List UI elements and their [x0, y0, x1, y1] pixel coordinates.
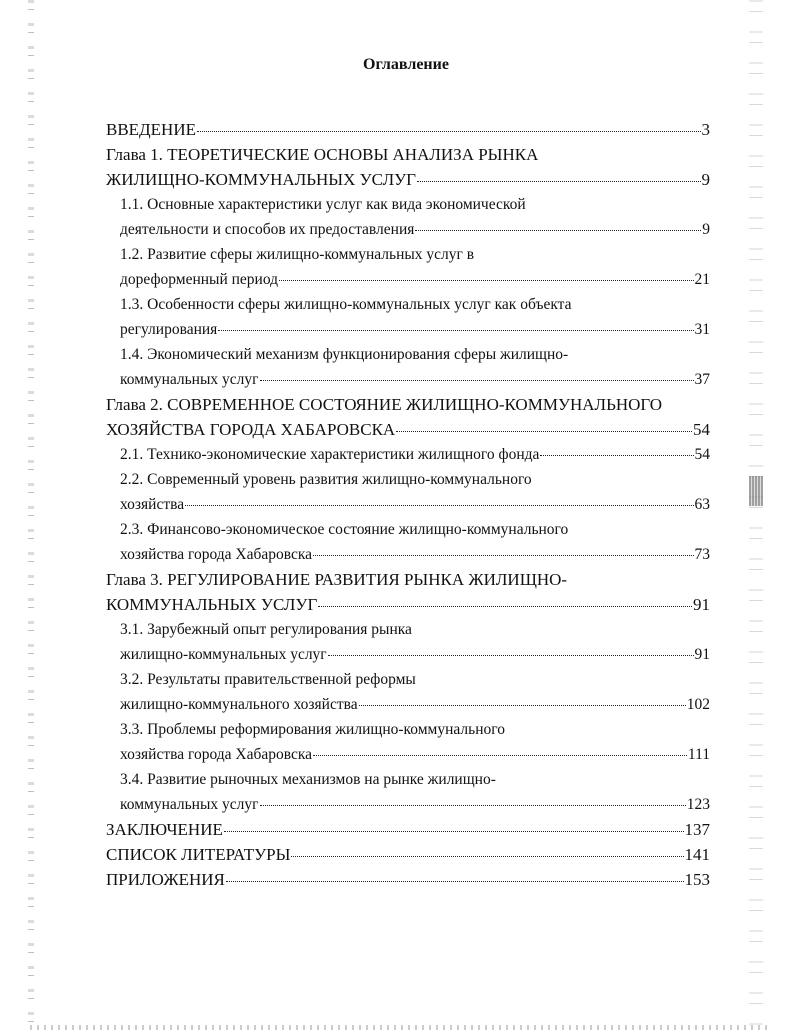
toc-entry-text: ХОЗЯЙСТВА ГОРОДА ХАБАРОВСКА: [106, 420, 396, 439]
toc-entry-text: 2.3. Финансово-экономическое состояние жилищно-коммунального: [120, 521, 569, 538]
toc-entry: [106, 392, 710, 442]
toc-entry-row: [120, 692, 710, 717]
dot-leader: [396, 431, 692, 432]
toc-entry-text: 1.1. Основные характеристики услуг как вида экономической: [120, 196, 526, 213]
dot-leader: [417, 181, 701, 182]
toc-entry-text: Глава 3. РЕГУЛИРОВАНИЕ РАЗВИТИЯ РЫНКА ЖИЛИЩНО-: [106, 570, 568, 589]
toc-entry-text: ЖИЛИЩНО-КОММУНАЛЬНЫХ УСЛУГ: [106, 170, 416, 189]
toc-entry-text: СПИСОК ЛИТЕРАТУРЫ: [106, 845, 291, 864]
toc-page-number: 54: [693, 420, 710, 439]
toc-entry-text: Глава 2. СОВРЕМЕННОЕ СОСТОЯНИЕ ЖИЛИЩНО-КОММУНАЛЬНОГО: [106, 395, 663, 414]
toc-entry: [106, 767, 710, 817]
toc-entry-text: жилищно-коммунального хозяйства: [120, 696, 358, 713]
toc-entry-text: деятельности и способов их предоставления: [120, 221, 415, 238]
toc-page-number: 153: [684, 870, 710, 889]
toc-entry-row: [120, 367, 710, 392]
toc-entry: [106, 867, 710, 892]
dot-leader: [197, 131, 701, 132]
dot-leader: [224, 831, 684, 832]
toc-entry-row: [120, 542, 710, 567]
toc-entry: [106, 717, 710, 767]
toc-entry: [106, 667, 710, 717]
dot-leader: [260, 380, 694, 381]
toc-entry: [106, 817, 710, 842]
toc-entry-row: [106, 117, 710, 142]
toc-page-number: 91: [694, 646, 710, 663]
toc-page-number: 31: [694, 321, 710, 338]
toc-entry: [106, 192, 710, 242]
toc-page-number: 63: [694, 496, 710, 513]
toc-entry-row: [120, 792, 710, 817]
toc-entry-row: [120, 492, 710, 517]
toc-entry-row: [120, 642, 710, 667]
toc-page-number: 9: [702, 221, 710, 238]
toc-entry: [106, 242, 710, 292]
toc-entry-text: коммунальных услуг: [120, 371, 259, 388]
toc-entry-text: коммунальных услуг: [120, 796, 259, 813]
dot-leader: [291, 856, 683, 857]
dot-leader: [313, 755, 687, 756]
toc-entry-text: 1.4. Экономический механизм функционирования сферы жилищно-: [120, 346, 569, 363]
toc-entry: [106, 842, 710, 867]
toc-entry-text: хозяйства: [120, 496, 185, 513]
toc-entry-row: [106, 842, 710, 867]
scan-edge-left: [28, 0, 34, 1034]
toc-entry-text: Глава 1. ТЕОРЕТИЧЕСКИЕ ОСНОВЫ АНАЛИЗА РЫНКА: [106, 145, 539, 164]
scan-blot: [749, 476, 763, 506]
dot-leader: [328, 655, 694, 656]
dot-leader: [185, 505, 693, 506]
toc-entry-text: ВВЕДЕНИЕ: [106, 120, 196, 139]
toc-entry: [106, 342, 710, 392]
toc-entry-row: [120, 442, 710, 467]
toc-page-number: 3: [701, 120, 710, 139]
page-title: Оглавление: [363, 56, 449, 73]
toc-entry-text: 3.3. Проблемы реформирования жилищно-коммунального: [120, 721, 505, 738]
toc-entry-row: [106, 417, 710, 442]
toc-entry-text: дореформенный период: [120, 271, 279, 288]
dot-leader: [415, 230, 701, 231]
toc-entry-text: 3.2. Результаты правительственной реформы: [120, 671, 416, 688]
toc-entry: [106, 117, 710, 142]
toc-entry-text: ПРИЛОЖЕНИЯ: [106, 870, 225, 889]
dot-leader: [313, 555, 693, 556]
toc-page-number: 123: [686, 796, 710, 813]
toc-entry-row: [106, 817, 710, 842]
toc-entry-row: [120, 217, 710, 242]
scan-bottom-edge: [30, 1025, 770, 1030]
toc-page-number: 111: [687, 746, 710, 763]
toc-page-number: 37: [694, 371, 710, 388]
toc-entry-text: 3.1. Зарубежный опыт регулирования рынка: [120, 621, 412, 638]
toc-entry-text: 3.4. Развитие рыночных механизмов на рынке жилищно-: [120, 771, 496, 788]
toc-entry-text: КОММУНАЛЬНЫХ УСЛУГ: [106, 595, 318, 614]
toc-entry-row: [120, 317, 710, 342]
dot-leader: [218, 330, 693, 331]
dot-leader: [260, 805, 686, 806]
table-of-contents: [106, 117, 710, 892]
toc-entry-text: 2.2. Современный уровень развития жилищно-коммунального: [120, 471, 532, 488]
toc-page-number: 9: [701, 170, 710, 189]
toc-entry-row: [106, 592, 710, 617]
toc-page-number: 54: [694, 446, 710, 463]
toc-entry-text: ЗАКЛЮЧЕНИЕ: [106, 820, 223, 839]
toc-entry: [106, 467, 710, 517]
dot-leader: [279, 280, 693, 281]
toc-page-number: 21: [694, 271, 710, 288]
toc-page-number: 73: [694, 546, 710, 563]
dot-leader: [226, 881, 684, 882]
toc-entry-text: жилищно-коммунальных услуг: [120, 646, 327, 663]
dot-leader: [318, 606, 692, 607]
toc-entry: [106, 142, 710, 192]
toc-entry-text: 1.3. Особенности сферы жилищно-коммунальных услуг как объекта: [120, 296, 572, 313]
toc-page-number: 91: [693, 595, 710, 614]
scan-edge-right: [749, 0, 763, 1034]
toc-page-number: 102: [686, 696, 710, 713]
toc-entry-text: хозяйства города Хабаровска: [120, 546, 313, 563]
toc-entry-text: 1.2. Развитие сферы жилищно-коммунальных услуг в: [120, 246, 475, 263]
toc-entry: [106, 617, 710, 667]
toc-entry: [106, 517, 710, 567]
toc-entry-row: [106, 167, 710, 192]
toc-entry-text: регулирования: [120, 321, 218, 338]
toc-entry-row: [106, 867, 710, 892]
toc-page-number: 141: [684, 845, 710, 864]
toc-entry-row: [120, 742, 710, 767]
toc-entry-row: [120, 267, 710, 292]
toc-entry-text: хозяйства города Хабаровска: [120, 746, 313, 763]
toc-entry: [106, 567, 710, 617]
toc-entry-text: 2.1. Технико-экономические характеристики жилищного фонда: [120, 446, 540, 463]
toc-page-number: 137: [684, 820, 710, 839]
dot-leader: [359, 705, 686, 706]
dot-leader: [540, 455, 693, 456]
toc-entry: [106, 442, 710, 467]
toc-entry: [106, 292, 710, 342]
